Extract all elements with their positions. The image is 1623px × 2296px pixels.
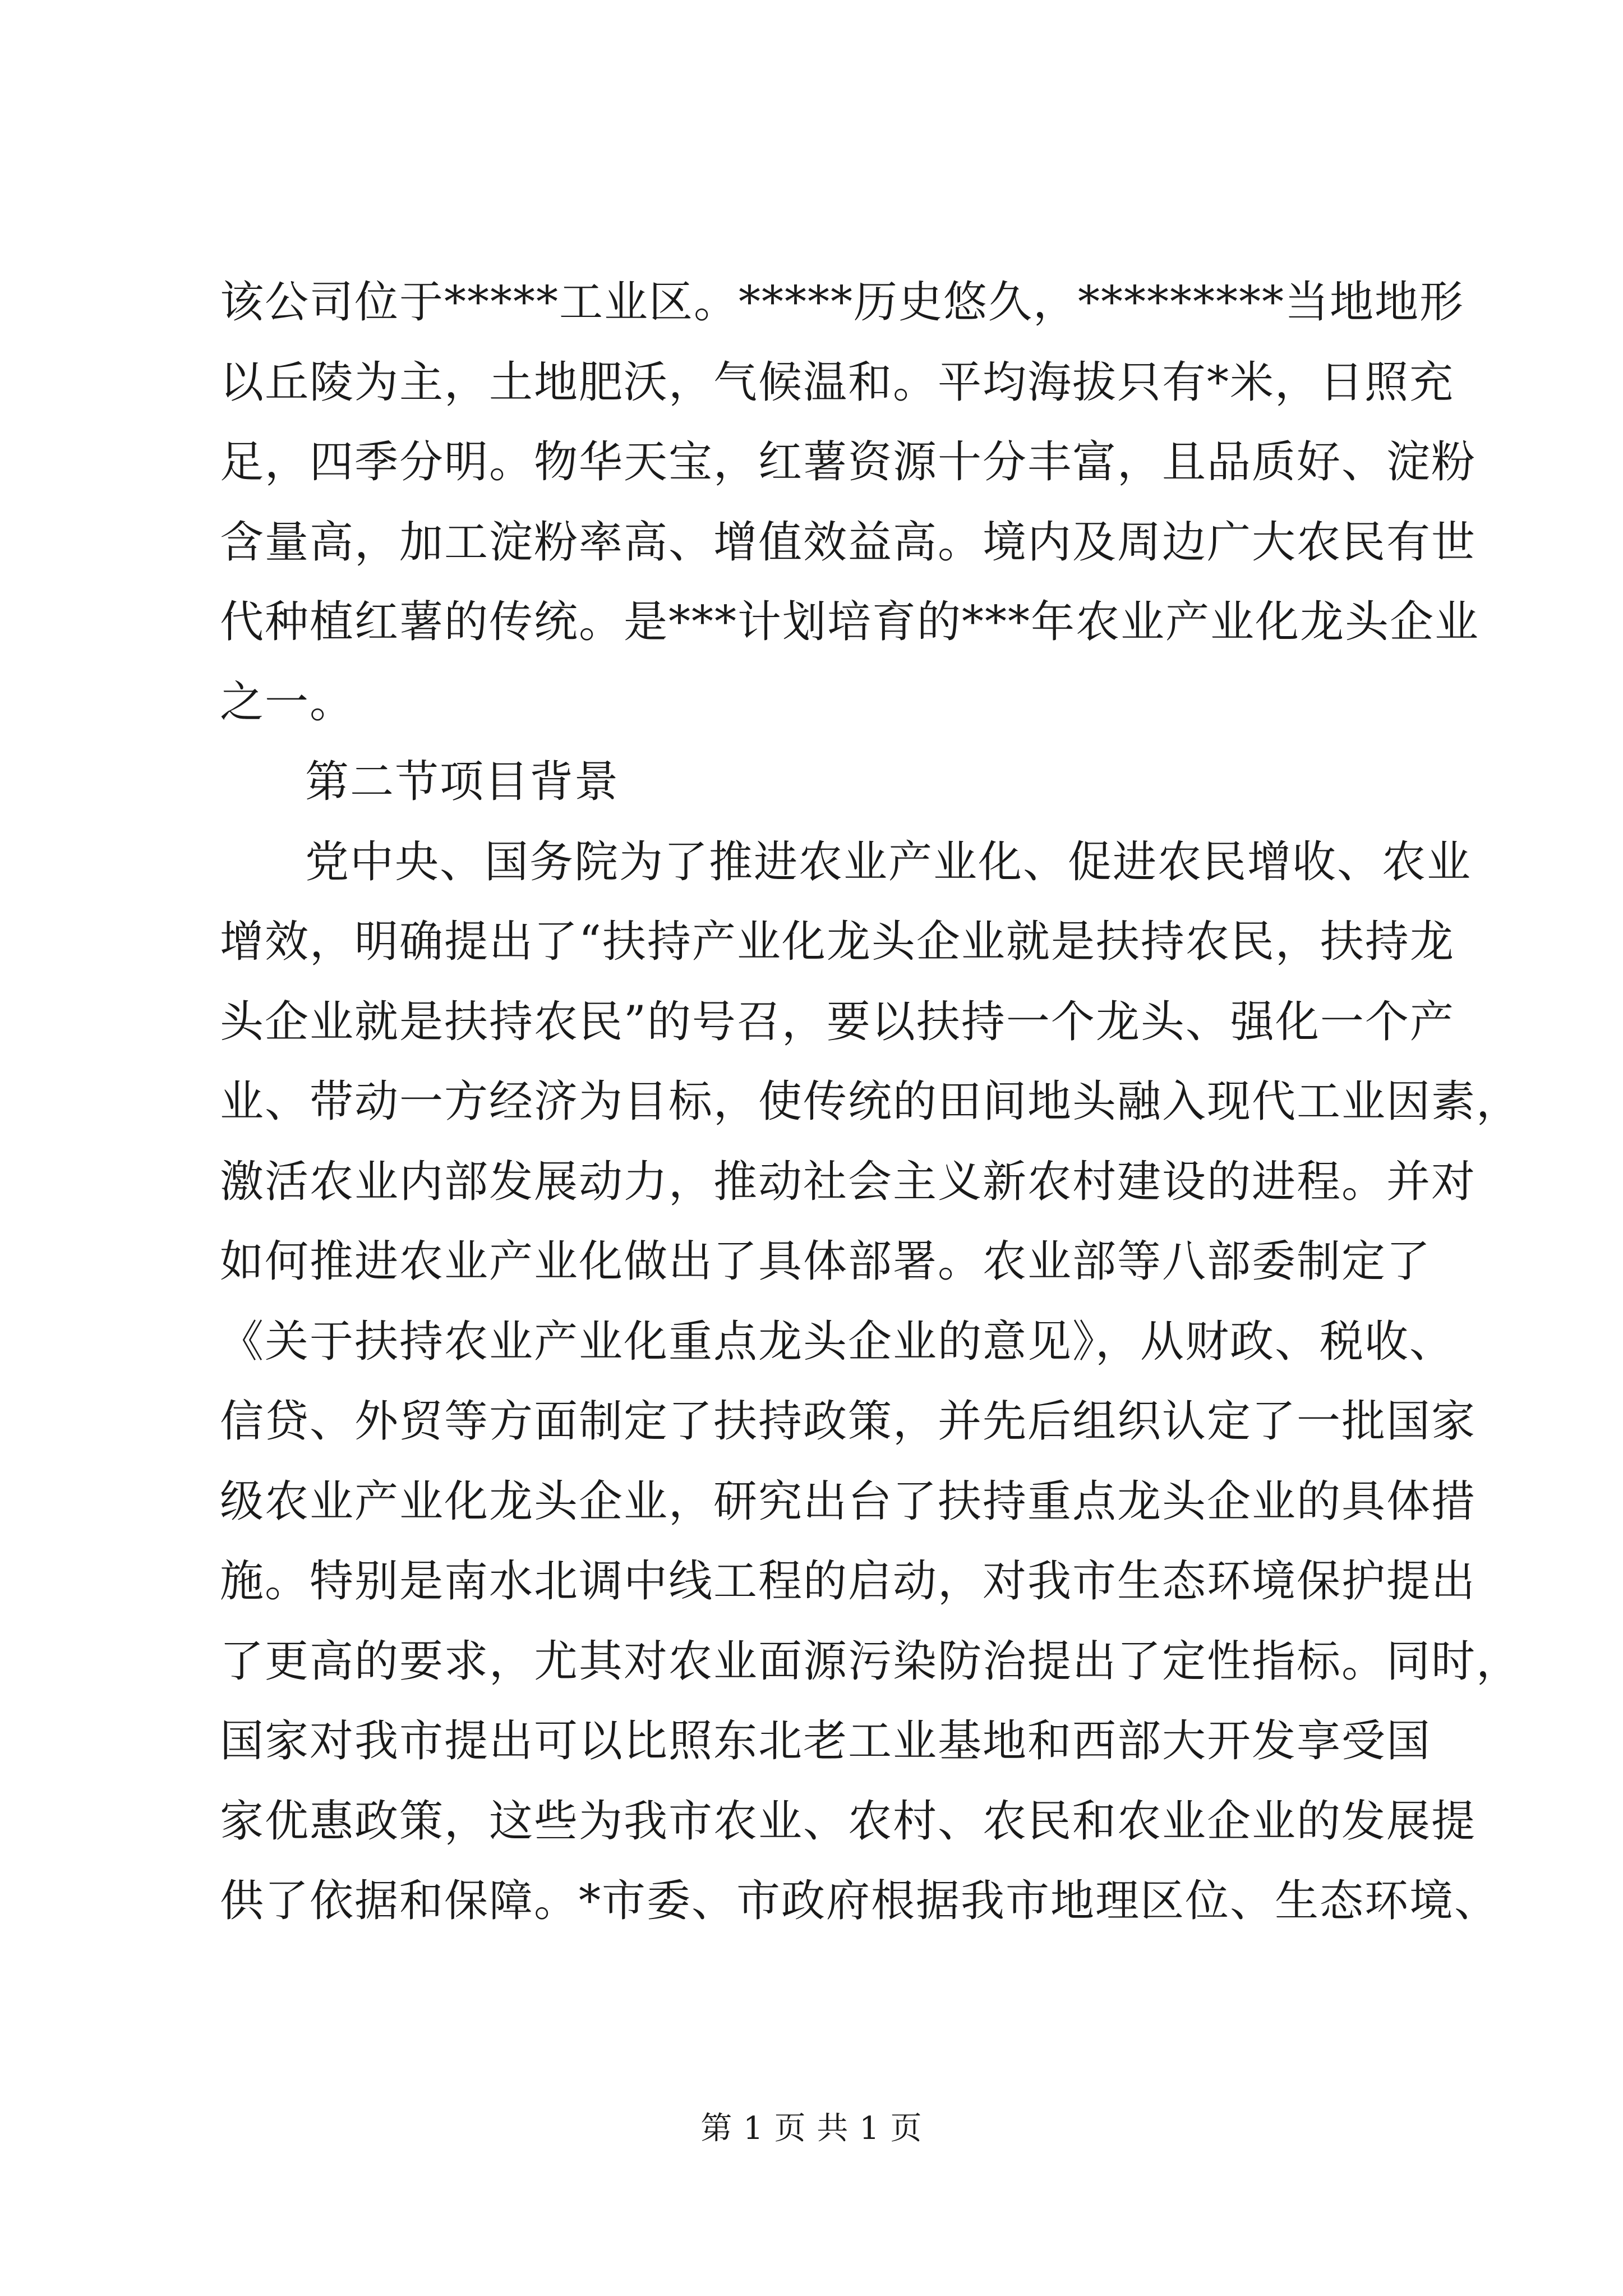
- paragraph-line: 施。特别是南水北调中线工程的启动，对我市生态环境保护提出: [220, 1556, 1477, 1607]
- paragraph-line: 供了依据和保障。*市委、市政府根据我市地理区位、生态环境、: [220, 1876, 1500, 1926]
- paragraph-line: 国家对我市提出可以比照东北老工业基地和西部大开发享受国: [220, 1716, 1432, 1766]
- paragraph-line: 激活农业内部发展动力，推动社会主义新农村建设的进程。并对: [220, 1156, 1477, 1207]
- document-body: [220, 263, 1521, 1941]
- paragraph-line: 该公司位于*****工业区。*****历史悠久，*********当地地形: [220, 277, 1465, 328]
- paragraph-line: 之一。: [220, 677, 355, 728]
- paragraph-line: 增效，明确提出了“扶持产业化龙头企业就是扶持农民，扶持龙: [220, 917, 1455, 967]
- paragraph-line: 代种植红薯的传统。是***计划培育的***年农业产业化龙头企业: [220, 597, 1480, 647]
- paragraph-line: 《关于扶持农业产业化重点龙头企业的意见》，从财政、税收、: [220, 1316, 1455, 1367]
- paragraph-line: 含量高，加工淀粉率高、增值效益高。境内及周边广大农民有世: [220, 517, 1477, 568]
- paragraph-line: 如何推进农业产业化做出了具体部署。农业部等八部委制定了: [220, 1236, 1432, 1287]
- section-heading: 第二节项目背景: [305, 757, 620, 807]
- paragraph-line: 级农业产业化龙头企业，研究出台了扶持重点龙头企业的具体措: [220, 1476, 1477, 1527]
- paragraph-line: 家优惠政策，这些为我市农业、农村、农民和农业企业的发展提: [220, 1796, 1477, 1847]
- paragraph-line: 足，四季分明。物华天宝，红薯资源十分丰富，且品质好、淀粉: [220, 437, 1477, 487]
- page-footer: 第 1 页 共 1 页: [700, 2110, 923, 2147]
- paragraph-line: 业、带动一方经济为目标，使传统的田间地头融入现代工业因素，: [220, 1076, 1521, 1127]
- paragraph-line: 党中央、国务院为了推进农业产业化、促进农民增收、农业: [305, 836, 1472, 887]
- paragraph-line: 了更高的要求，尤其对农业面源污染防治提出了定性指标。同时，: [220, 1636, 1521, 1687]
- paragraph-line: 以丘陵为主，土地肥沃，气候温和。平均海拔只有*米，日照充: [220, 357, 1455, 408]
- paragraph-line: 信贷、外贸等方面制定了扶持政策，并先后组织认定了一批国家: [220, 1396, 1477, 1447]
- paragraph-line: 头企业就是扶持农民”的号召，要以扶持一个龙头、强化一个产: [220, 996, 1455, 1047]
